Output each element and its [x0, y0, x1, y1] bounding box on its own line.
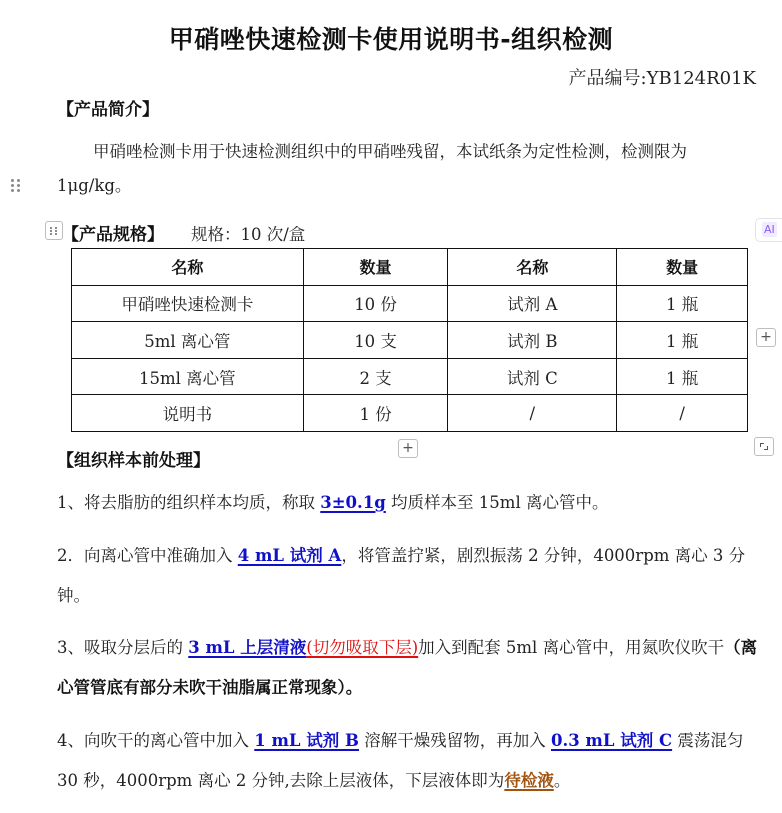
table-row: [72, 358, 748, 395]
add-column-button[interactable]: +: [756, 328, 776, 347]
product-number: 产品编号:YB124R01K: [568, 68, 756, 89]
resize-table-button[interactable]: [754, 437, 774, 456]
resize-corner-icon: [764, 446, 768, 450]
supernatant-highlight: 3 mL 上层清液: [188, 638, 307, 657]
step-text: 30 秒，4000rpm 离心 2 分钟,去除上层液体，下层液体即为: [57, 771, 505, 790]
table-row: [72, 322, 748, 359]
step-3: [57, 630, 757, 666]
ai-assistant-button[interactable]: AI: [755, 218, 782, 242]
table-cell[interactable]: 1 瓶: [617, 285, 748, 322]
test-solution-highlight: 待检液: [504, 771, 554, 790]
intro-heading: 【产品简介】: [57, 100, 159, 120]
table-cell[interactable]: 5ml 离心管: [72, 322, 304, 359]
table-cell[interactable]: /: [448, 395, 617, 432]
table-cell[interactable]: 1 份: [303, 395, 448, 432]
specs-heading: 【产品规格】: [62, 225, 164, 245]
block-drag-handle-icon[interactable]: [45, 221, 63, 240]
pretreatment-heading: 【组织样本前处理】: [57, 451, 210, 471]
spec-table: [71, 248, 748, 432]
warning-highlight: (切勿吸取下层): [306, 638, 419, 657]
sample-weight-highlight: 3±0.1g: [320, 493, 386, 512]
intro-line-1: 甲硝唑检测卡用于快速检测组织中的甲硝唑残留，本试纸条为定性检测，检测限为: [93, 142, 687, 161]
table-cell[interactable]: 10 支: [303, 322, 448, 359]
step-text: 溶解干燥残留物，再加入: [358, 731, 551, 750]
reagent-b-highlight: 1 mL 试剂 B: [254, 731, 359, 750]
table-cell[interactable]: 甲硝唑快速检测卡: [72, 285, 304, 322]
table-cell[interactable]: 试剂 B: [448, 322, 617, 359]
drag-handle-icon[interactable]: [9, 177, 21, 193]
reagent-c-highlight: 0.3 mL 试剂 C: [550, 731, 673, 750]
table-cell[interactable]: 试剂 A: [448, 285, 617, 322]
table-cell[interactable]: 2 支: [303, 358, 448, 395]
reagent-a-highlight: 4 mL 试剂 A: [237, 546, 342, 565]
table-header-row: [72, 249, 748, 286]
table-row: [72, 395, 748, 432]
step-text: 2．向离心管中准确加入: [57, 546, 238, 565]
table-row: [72, 285, 748, 322]
table-header: 数量: [303, 249, 448, 286]
document-title: 甲硝唑快速检测卡使用说明书-组织检测: [168, 25, 614, 54]
table-cell[interactable]: 说明书: [72, 395, 304, 432]
step-1: [57, 485, 608, 521]
spec-text: 规格：10 次/盒: [191, 225, 306, 244]
step-text: 震荡混匀: [672, 731, 744, 750]
step-2-line-2: 钟。: [57, 586, 90, 605]
step-2: [57, 538, 745, 574]
step-text: 1、将去脂肪的组织样本均质，称取: [57, 493, 321, 512]
step-text: 4、向吹干的离心管中加入: [57, 731, 255, 750]
table-header: 数量: [617, 249, 748, 286]
table-cell[interactable]: 10 份: [303, 285, 448, 322]
table-cell[interactable]: 15ml 离心管: [72, 358, 304, 395]
step-text: 均质样本至 15ml 离心管中。: [385, 493, 609, 512]
step-3-line-2: 心管管底有部分未吹干油脂属正常现象）。: [57, 678, 363, 697]
table-header: 名称: [72, 249, 304, 286]
table-header: 名称: [448, 249, 617, 286]
table-cell[interactable]: 1 瓶: [617, 358, 748, 395]
step-text: 3、吸取分层后的: [57, 638, 189, 657]
table-cell[interactable]: /: [617, 395, 748, 432]
step-4-line-2: [57, 763, 570, 799]
step-text: ，将管盖拧紧，剧烈振荡 2 分钟，4000rpm 离心 3 分: [341, 546, 746, 565]
note-text: （离: [724, 638, 758, 657]
step-text: 。: [553, 771, 571, 790]
table-cell[interactable]: 试剂 C: [448, 358, 617, 395]
table-cell[interactable]: 1 瓶: [617, 322, 748, 359]
add-row-button[interactable]: +: [398, 439, 418, 458]
step-4: [57, 723, 743, 759]
step-text: 加入到配套 5ml 离心管中，用氮吹仪吹干: [418, 638, 725, 657]
intro-line-2: 1μg/kg。: [57, 176, 132, 195]
